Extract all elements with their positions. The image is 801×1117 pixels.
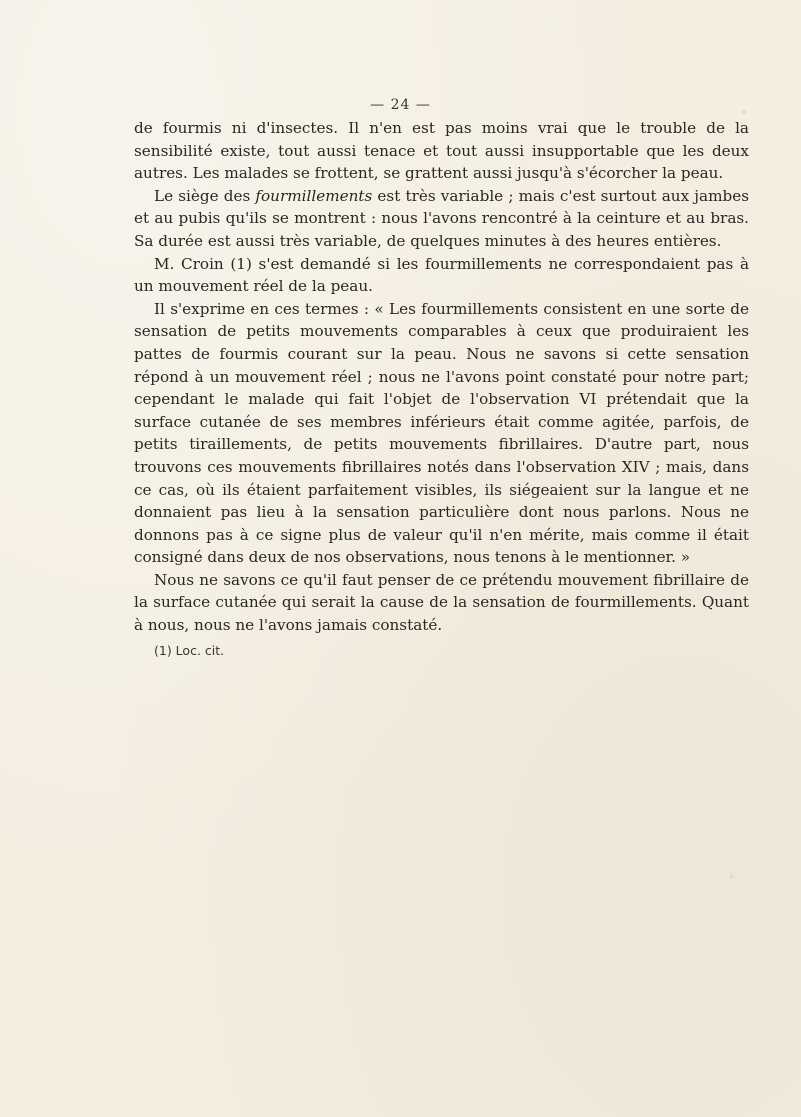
body-text xyxy=(134,117,749,660)
text-run: est très variable ; mais c'est surtout aux jambes et au pubis qu'ils se montrent : nous l'avons rencontré à la ceinture et au bras. Sa durée est aussi très variable, de quelques minutes à des heures entières. xyxy=(134,186,749,250)
paragraph xyxy=(134,253,749,298)
text-run: Nous ne savons ce qu'il faut penser de ce prétendu mouvement fibrillaire de la surface cutanée qui serait la cause de la sensation de fourmillements. Quant à nous, nous ne l'avons jamais constaté. xyxy=(134,570,749,635)
paragraph-list xyxy=(134,117,749,637)
paragraph xyxy=(134,298,749,569)
paragraph xyxy=(134,117,749,185)
italic-term: fourmillements xyxy=(255,186,373,205)
paragraph xyxy=(134,569,749,637)
page-number: — 24 — xyxy=(370,97,431,113)
text-run: Le siège des xyxy=(154,186,256,205)
text-run: Il s'exprime en ces termes : « Les fourmillements consistent en une sorte de sensation de petits mouvements comparables à ceux que produiraient les pattes de fourmis courant sur la peau. Nous ne savons si cette sensation répond à un mouvement réel ; nous ne l'avons point constaté pour notre part; cependant le malade qui fait l'objet de l'observation VI prétendait que la surface cutanée de ses membres inférieurs était comme agitée, parfois, de petits tiraillements, de petits mouvements fibrillaires. D'autre part, nous trouvons ces mouvements fibrillaires notés dans l'observation XIV ; mais, dans ce cas, où ils étaient parfaitement visibles, ils siégeaient sur la langue et ne donnaient pas lieu à la sensation particulière dont nous parlons. Nous ne donnons pas à ce signe plus de valeur qu'il n'en mérite, mais comme il était consigné dans deux de nos observations, nous tenons à le mentionner. » xyxy=(134,299,749,567)
paragraph xyxy=(134,185,749,253)
text-run: de fourmis ni d'insectes. Il n'en est pas moins vrai que le trouble de la sensibilité existe, tout aussi tenace et tout aussi insupportable que les deux autres. Les malades se frottent, se grattent aussi jusqu'à s'écorcher la peau. xyxy=(134,119,749,183)
paper-stain xyxy=(730,875,733,878)
text-run: M. Croin (1) s'est demandé si les fourmillements ne correspondaient pas à un mouvement réel de la peau. xyxy=(134,254,749,296)
footnote: (1) Loc. cit. xyxy=(154,642,225,658)
